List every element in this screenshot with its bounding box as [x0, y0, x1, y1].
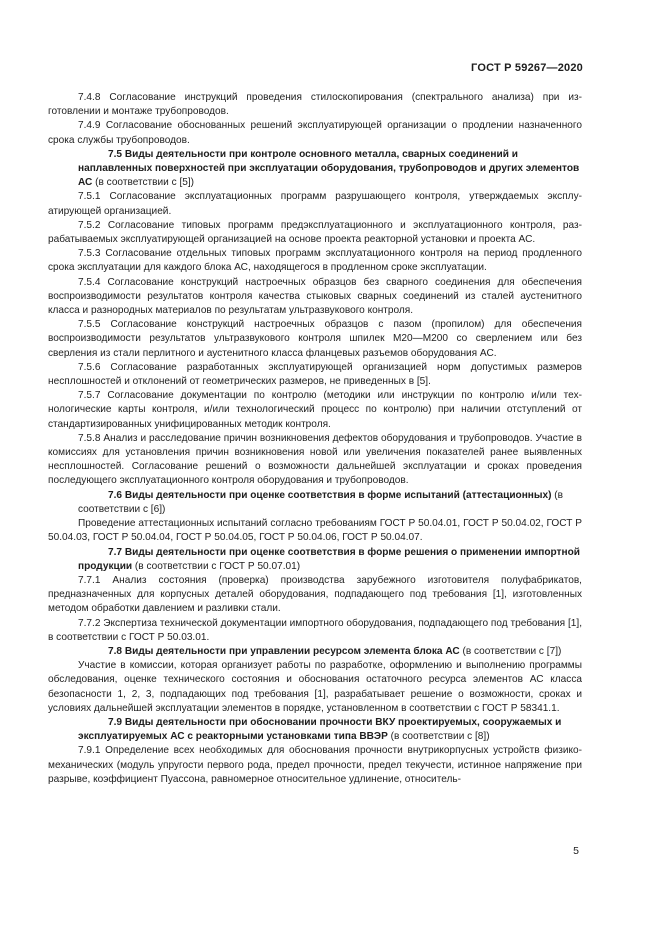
section-heading-7-5	[48, 148, 582, 191]
section-heading-7-6	[48, 489, 582, 517]
section-ref-7-8: (в соответствии с [7])	[459, 645, 562, 657]
document-header: ГОСТ Р 59267—2020	[471, 62, 583, 74]
section-ref-7-5: (в соответствии с [5])	[92, 177, 195, 189]
paragraph-7-5-5: 7.5.5 Согласование конструкций настроечных образцов с пазом (пропилом) для обеспечения воспроизводимости результатов ультразвукового контроля шпилек М20—М200 со сверлением или без сверления из стали перлитного и аустенитного класса фланцевых разъемов оборудования АС.	[48, 319, 582, 359]
paragraph-7-5-4: 7.5.4 Согласование конструкций настроечных образцов без сварного соединения для обеспечения воспроизводимости результатов контроля качества стыковых сварных соединений из сталей аустенитного класса и разнородных материалов по результатам ультразвукового контроля.	[48, 276, 582, 317]
paragraph-7-4-8: 7.4.8 Согласование инструкций проведения стилоскопирования (спектрального анализа) при изготовлении и монтаже трубопроводов.	[48, 92, 582, 118]
paragraph-7-4-9: 7.4.9 Согласование обоснованных решений эксплуатирующей организации о продлении назначенного срока службы трубопроводов.	[48, 120, 582, 146]
paragraph-7-7-2: 7.7.2 Экспертиза технической документации импортного оборудования, подпадающего под требования [1], в соответствии с ГОСТ Р 50.03.01.	[48, 617, 582, 643]
paragraph-7-9-1: 7.9.1 Определение всех необходимых для обоснования прочности внутрикорпусных устройств физико-механических (модуль упругости первого рода, предел прочности, предел текучести, истинное напряжение при разрыве, коэффициент Пуассона, равномерное относительное удлинение, относитель-	[48, 745, 582, 785]
section-heading-7-9	[48, 716, 582, 744]
section-heading-7-8	[48, 645, 582, 659]
section-ref-7-9: (в соответствии с [8])	[387, 731, 490, 743]
section-title-7-6: 7.6 Виды деятельности при оценке соответствия в форме испытаний (аттестационных)	[108, 489, 552, 501]
section-title-7-7: 7.7 Виды деятельности при оценке соответствия в форме решения о применении импортной продукции	[78, 546, 580, 572]
paragraph-7-5-3: 7.5.3 Согласование отдельных типовых программ эксплуатационного контроля на период продленного срока эксплуатации для каждого блока АС, находящегося в продленном сроке эксплуатации.	[48, 248, 582, 274]
paragraph-7-6: Проведение аттестационных испытаний согласно требованиям ГОСТ Р 50.04.01, ГОСТ Р 50.04.02, ГОСТ Р 50.04.03, ГОСТ Р 50.04.04, ГОСТ Р 50.04.05, ГОСТ Р 50.04.06, ГОСТ Р 50.04.07.	[48, 518, 582, 544]
section-title-7-9: 7.9 Виды деятельности при обосновании прочности ВКУ проектируемых, сооружаемых и эксплуатируемых АС с реакторными установками типа ВВЭР	[78, 716, 562, 743]
paragraph-7-5-2: 7.5.2 Согласование типовых программ предэксплуатационного и эксплуатационного контроля, разрабатываемых эксплуатирующей организацией на основе проекта реакторной установки и проекта АС.	[48, 219, 582, 246]
document-body	[48, 91, 582, 787]
paragraph-7-5-8: 7.5.8 Анализ и расследование причин возникновения дефектов оборудования и трубопроводов. Участие в комиссиях для установления причин возникновения новой или увеличения показателей ранее выявленных несплошностей. Согласование решений о возможности дальнейшей эксплуатации и сроках проведения последующего эксплуатационного контроля оборудования и трубопроводов.	[48, 432, 582, 487]
paragraph-7-8: Участие в комиссии, которая организует работы по разработке, оформлению и выполнению программы обследования, оценке технического состояния и обоснования остаточного ресурса элементов АС класса безопасности 1, 2, 3, подпадающих под требования [1], разрабатывает решение о возможности, сроках и условиях дальнейшей эксплуатации элементов в порядке, установленном в соответствии с ГОСТ Р 58341.1.	[48, 660, 582, 714]
paragraph-7-5-1: 7.5.1 Согласование эксплуатационных программ разрушающего контроля, утверждаемых эксплуатирующей организацией.	[48, 191, 582, 217]
section-heading-7-7	[48, 546, 582, 574]
section-ref-7-6: (в соответствии с [6])	[78, 489, 564, 515]
page-number: 5	[573, 845, 579, 857]
paragraph-7-5-7: 7.5.7 Согласование документации по контролю (методики или инструкции по контролю и/или технологические карты контроля, и/или технологический процесс по контролю) при наличии отступлений от стандартизированных унифицированных методик контроля.	[48, 390, 582, 430]
paragraph-7-5-6: 7.5.6 Согласование разработанных эксплуатирующей организацией норм допустимых размеров несплошностей и отклонений от геометрических размеров, не приведенных в [5].	[48, 361, 582, 388]
paragraph-7-7-1: 7.7.1 Анализ состояния (проверка) производства зарубежного изготовителя полуфабрикатов, предназначенных для корпусных деталей оборудования, подпадающего под требования [1], изготовленных методом обработки давлением и разливки стали.	[48, 574, 582, 615]
section-title-7-8: 7.8 Виды деятельности при управлении ресурсом элемента блока АС	[108, 645, 460, 657]
section-ref-7-7: (в соответствии с ГОСТ Р 50.07.01)	[132, 560, 301, 572]
section-title-7-5: 7.5 Виды деятельности при контроле основного металла, сварных соединений и наплавленных поверхностей при эксплуатации оборудования, трубопроводов и других элементов АС	[78, 148, 580, 189]
